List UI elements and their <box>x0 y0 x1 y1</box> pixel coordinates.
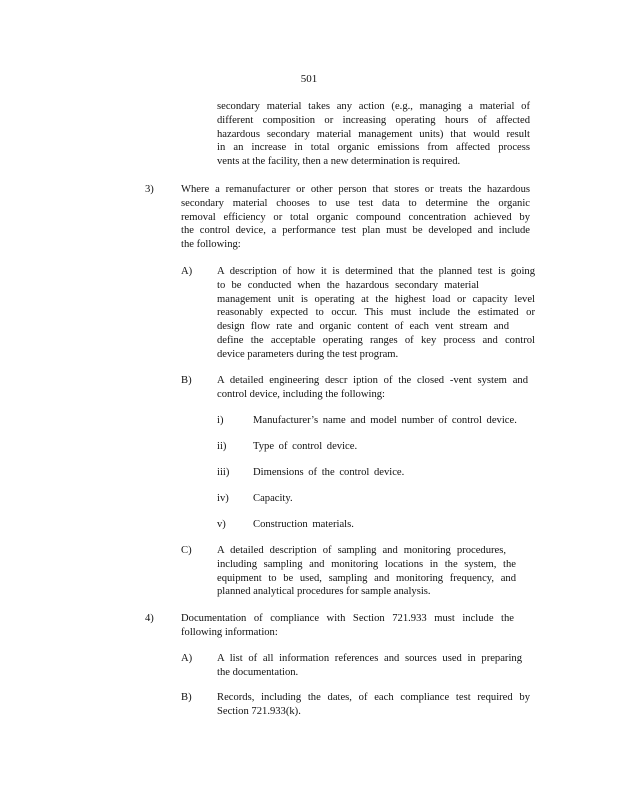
item-4b-marker: B) <box>181 692 192 703</box>
text-line: Section 721.933(k). <box>217 705 301 717</box>
subitem-marker: iii) <box>217 467 230 478</box>
subitem-text: Manufacturer’s name and model number of control device. <box>253 415 517 426</box>
page-number: 501 <box>300 73 318 85</box>
text-line: equipment to be used, sampling and monitoring frequency, and <box>217 572 516 584</box>
text-line: vents at the facility, then a new determination is required. <box>217 156 461 168</box>
item-3c-marker: C) <box>181 545 192 556</box>
subitem-text: Dimensions of the control device. <box>253 467 405 478</box>
text-line: reasonably expected to occur. This must include the estimated or <box>217 307 535 319</box>
item-3b-marker: B) <box>181 375 192 386</box>
subitem-marker: i) <box>217 415 224 426</box>
text-line: A description of how it is determined that the planned test is going <box>217 266 535 277</box>
text-line: device parameters during the test program. <box>217 348 399 360</box>
text-line: define the acceptable operating ranges of key process and control <box>217 334 535 346</box>
text-line: secondary material chooses to use test data to determine the organic <box>181 197 530 209</box>
text-line: planned analytical procedures for sample analysis. <box>217 586 431 598</box>
text-line: following information: <box>181 626 278 638</box>
item-3a-paragraph <box>217 265 535 362</box>
subitem-marker: iv) <box>217 493 229 504</box>
item-3-marker: 3) <box>145 184 154 195</box>
text-line: control device, including the following: <box>217 388 385 400</box>
item-3c-paragraph <box>217 544 516 599</box>
text-line: A detailed engineering descr iption of the closed -vent system and <box>217 375 528 386</box>
text-line: including sampling and monitoring locations in the system, the <box>217 558 516 570</box>
subitem-text: Type of control device. <box>253 441 358 452</box>
continuation-paragraph <box>217 100 530 169</box>
item-3a-marker: A) <box>181 266 193 277</box>
item-4-marker: 4) <box>145 613 154 624</box>
item-4a-marker: A) <box>181 653 193 664</box>
text-line: Documentation of compliance with Section 721.933 must include the <box>181 613 514 624</box>
item-4-paragraph <box>181 612 514 640</box>
text-line: in an increase in total organic emissions from affected process <box>217 142 530 154</box>
text-line: Records, including the dates, of each compliance test required by <box>217 692 530 703</box>
text-line: management unit is operating at the highest load or capacity level <box>217 293 535 305</box>
text-line: to be conducted when the hazardous secondary material <box>217 279 479 291</box>
text-line: A detailed description of sampling and monitoring procedures, <box>217 545 506 556</box>
subitem-marker: v) <box>217 519 226 530</box>
text-line: design flow rate and organic content of each vent stream and <box>217 321 509 333</box>
item-3b-paragraph <box>217 374 528 402</box>
text-line: different composition or increasing operating hours of affected <box>217 114 530 126</box>
subitem-marker: ii) <box>217 441 227 452</box>
text-line: A list of all information references and sources used in preparing <box>217 653 522 664</box>
text-line: removal efficiency or total organic compound concentration achieved by <box>181 211 530 223</box>
text-line: Where a remanufacturer or other person that stores or treats the hazardous <box>181 184 530 195</box>
text-line: the following: <box>181 239 241 251</box>
text-line: the documentation. <box>217 666 299 678</box>
item-3-paragraph <box>181 183 530 252</box>
subitem-text: Construction materials. <box>253 519 354 530</box>
text-line: the control device, a performance test plan must be developed and include <box>181 225 530 237</box>
subitem-text: Capacity. <box>253 493 293 504</box>
item-4b-paragraph <box>217 691 530 719</box>
item-4a-paragraph <box>217 652 522 680</box>
text-line: secondary material takes any action (e.g., managing a material of <box>217 101 530 112</box>
text-line: hazardous secondary material management units) that would result <box>217 128 530 140</box>
